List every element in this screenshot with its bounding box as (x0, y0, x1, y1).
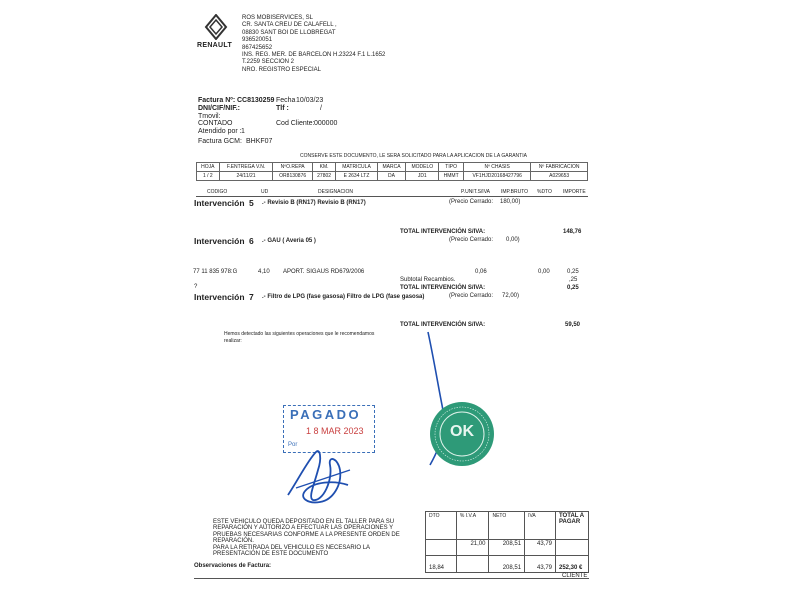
total-intervention-label: TOTAL INTERVENCIÓN S/IVA: (400, 285, 486, 291)
signature-icon (278, 440, 368, 510)
paid-stamp-title: PAGADO (290, 407, 362, 422)
table-header: Nº CHASIS (464, 163, 531, 172)
company-line: 867425652 (242, 44, 273, 51)
table-header: TOTAL A PAGAR (556, 512, 589, 540)
table-header: KM. (312, 163, 335, 172)
factura-gcm-label: Factura GCM: (198, 138, 242, 145)
table-cell: OR8130876 (273, 172, 313, 181)
part-ud: 4,10 (258, 269, 270, 275)
col-impbruto: IMP.BRUTO (501, 189, 529, 195)
vehicle-table (196, 162, 588, 181)
part-discount: 0,00 (538, 269, 550, 275)
company-line: ROS MOBISERVICES, SL (242, 15, 313, 21)
precio-cerrado-label: (Precio Cerrado: (449, 199, 494, 205)
company-line: INS. REG. MER. DE BARCELON H.23224 F.1 L.1652 (242, 52, 386, 59)
table-header: IVA (525, 512, 556, 540)
table-cell: 208,51 (489, 539, 525, 556)
part-unit-price: 0,06 (475, 269, 487, 275)
precio-cerrado-label: (Precio Cerrado: (449, 237, 494, 243)
table-cell: JD1 (406, 172, 439, 181)
deposit-line: REPARACIÓN. (213, 538, 254, 545)
part-description: APORT. SIGAUS RD679/2006 (283, 269, 365, 275)
table-row (426, 556, 589, 573)
table-row (197, 163, 588, 172)
intervention-label: Intervención (194, 198, 245, 208)
precio-cerrado-value: 72,00) (502, 293, 520, 299)
brand-name: RENAULT (197, 42, 233, 49)
atendido-label: Atendido por : (198, 128, 242, 135)
intervention-number: 6 (249, 236, 254, 246)
table-header: MATRICULA (336, 163, 377, 172)
deposit-line: PRUEBAS NECESARIAS CONFORME A LA PRESENTE ORDEN DE (213, 531, 400, 538)
col-dto: %DTO (537, 189, 552, 195)
company-info (242, 15, 385, 74)
intervention-label: Intervención (194, 292, 245, 302)
deposit-line: REPARACIÓN Y AUTORIZO A EFECTUAR LAS OPERACIONES Y (213, 525, 394, 532)
company-line: T.2259 SECCION 2 (242, 59, 295, 66)
deposit-text (213, 519, 400, 557)
part-importe: 0,25 (567, 269, 579, 275)
subtotal-value: ,25 (569, 277, 578, 283)
table-header: F.ENTREGA V.N. (219, 163, 273, 172)
col-importe: IMPORTE (563, 189, 586, 195)
table-header: NETO (489, 512, 525, 540)
table-header: DTO (426, 512, 457, 540)
table-cell (556, 539, 589, 556)
total-intervention-value: 148,76 (563, 229, 582, 235)
table-header: HOJA (197, 163, 220, 172)
deposit-line: PRESENTACIÓN DE ESTE DOCUMENTO (213, 551, 329, 558)
cod-cliente-value: 000000 (314, 120, 338, 127)
recommend-text (224, 331, 374, 344)
table-cell: 1 / 2 (197, 172, 220, 181)
table-cell: 208,51 (489, 556, 525, 573)
factura-gcm-value: BHKF07 (246, 138, 273, 145)
factura-label: Factura Nº: (198, 97, 236, 104)
part-code: 77 11 835 978:G (193, 269, 238, 275)
table-cell: 21,00 (456, 539, 489, 556)
table-row (426, 539, 589, 556)
col-ud: UD (261, 189, 269, 195)
table-cell: VF1HJD20168427796 (464, 172, 531, 181)
contado-label: CONTADO (198, 120, 233, 127)
table-header: TIPO (439, 163, 464, 172)
company-line: CR. SANTA CREU DE CALAFELL , (242, 22, 337, 29)
table-cell: 43,79 (525, 539, 556, 556)
company-line: 08830 SANT BOI DE LLOBREGAT (242, 29, 336, 36)
table-cell: 43,79 (525, 556, 556, 573)
cliente-label: CLIENTE (562, 573, 588, 579)
observaciones-label: Observaciones de Factura: (194, 563, 272, 569)
grand-total: 252,30 € (556, 556, 589, 573)
question-mark: ? (194, 284, 198, 290)
table-cell: 24/11/21 (219, 172, 273, 181)
col-designacion: DESIGNACION (318, 189, 354, 195)
ok-seal-text: OK (450, 423, 474, 440)
tmovil-label: Tmovil: (198, 113, 221, 120)
paid-stamp-date: 1 8 MAR 2023 (306, 426, 364, 436)
factura-number: CC8130259 (237, 97, 275, 104)
tlf-label: Tlf : (276, 105, 289, 112)
subtotal-label: Subtotal Recambios. (400, 277, 456, 283)
paid-stamp-por: Por (288, 442, 298, 448)
precio-cerrado-value: 180,00) (500, 199, 521, 205)
table-row (426, 512, 589, 540)
atendido-value: 1 (241, 128, 245, 135)
precio-cerrado-value: 0,00) (506, 237, 520, 243)
recommend-line: Hemos detectado las siguientes operaciones que le recomendamos (224, 331, 375, 337)
table-cell: DA (377, 172, 406, 181)
table-cell: 18,84 (426, 556, 457, 573)
table-cell (456, 556, 489, 573)
conserve-note: CONSERVE ESTE DOCUMENTO, LE SERA SOLICITADO PARA LA APLICACION DE LA GARANTIA (300, 153, 527, 159)
tlf-value: / (320, 105, 322, 112)
intervention-description: .- GAU ( Averia 05 ) (262, 238, 316, 244)
table-row (197, 172, 588, 181)
total-intervention-label: TOTAL INTERVENCIÓN S/IVA: (400, 229, 486, 235)
col-codigo: CODIGO (207, 189, 228, 195)
deposit-line: PARA LA RETIRADA DEL VEHICULO ES NECESARIO LA (213, 544, 371, 551)
table-cell: 27802 (312, 172, 335, 181)
fecha-value: 10/03/23 (296, 97, 324, 104)
recommend-line: realizar: (224, 337, 242, 344)
company-line: NRO. REGISTRO ESPECIAL (242, 66, 322, 73)
total-intervention-label: TOTAL INTERVENCIÓN S/IVA: (400, 322, 486, 328)
divider (196, 196, 588, 197)
intervention-number: 7 (249, 292, 254, 302)
total-intervention-value: 59,50 (565, 322, 581, 328)
renault-logo-icon (204, 14, 228, 40)
intervention-label: Intervención (194, 236, 245, 246)
intervention-description: .- Revisio B (RN17) Revisio B (RN17) (262, 200, 366, 206)
table-cell: HMMT (439, 172, 464, 181)
col-punit: P.UNIT.S/IVA (461, 189, 490, 195)
divider (194, 578, 589, 579)
intervention-description: .- Filtro de LPG (fase gasosa) Filtro de LPG (fase gasosa) (262, 294, 425, 300)
deposit-line: ESTE VEHICULO QUEDA DEPOSITADO EN EL TALLER PARA SU (213, 519, 395, 525)
total-intervention-value: 0,25 (567, 285, 579, 291)
table-header: NºO.REPA (273, 163, 313, 172)
table-header: % I.V.A (456, 512, 489, 540)
table-header: MARCA (377, 163, 406, 172)
company-line: 936520051 (242, 37, 273, 44)
totals-table (425, 511, 589, 573)
precio-cerrado-label: (Precio Cerrado: (449, 293, 494, 299)
table-cell (426, 539, 457, 556)
table-cell: E 2634 LTZ (336, 172, 377, 181)
cod-cliente-label: Cod Cliente: (276, 120, 315, 127)
table-cell: A029653 (531, 172, 588, 181)
table-header: MODELO (406, 163, 439, 172)
intervention-number: 5 (249, 198, 254, 208)
fecha-label: Fecha (276, 97, 296, 104)
dni-label: DNI/CIF/NIF.: (198, 105, 240, 112)
table-header: Nº FABRICACION (531, 163, 588, 172)
